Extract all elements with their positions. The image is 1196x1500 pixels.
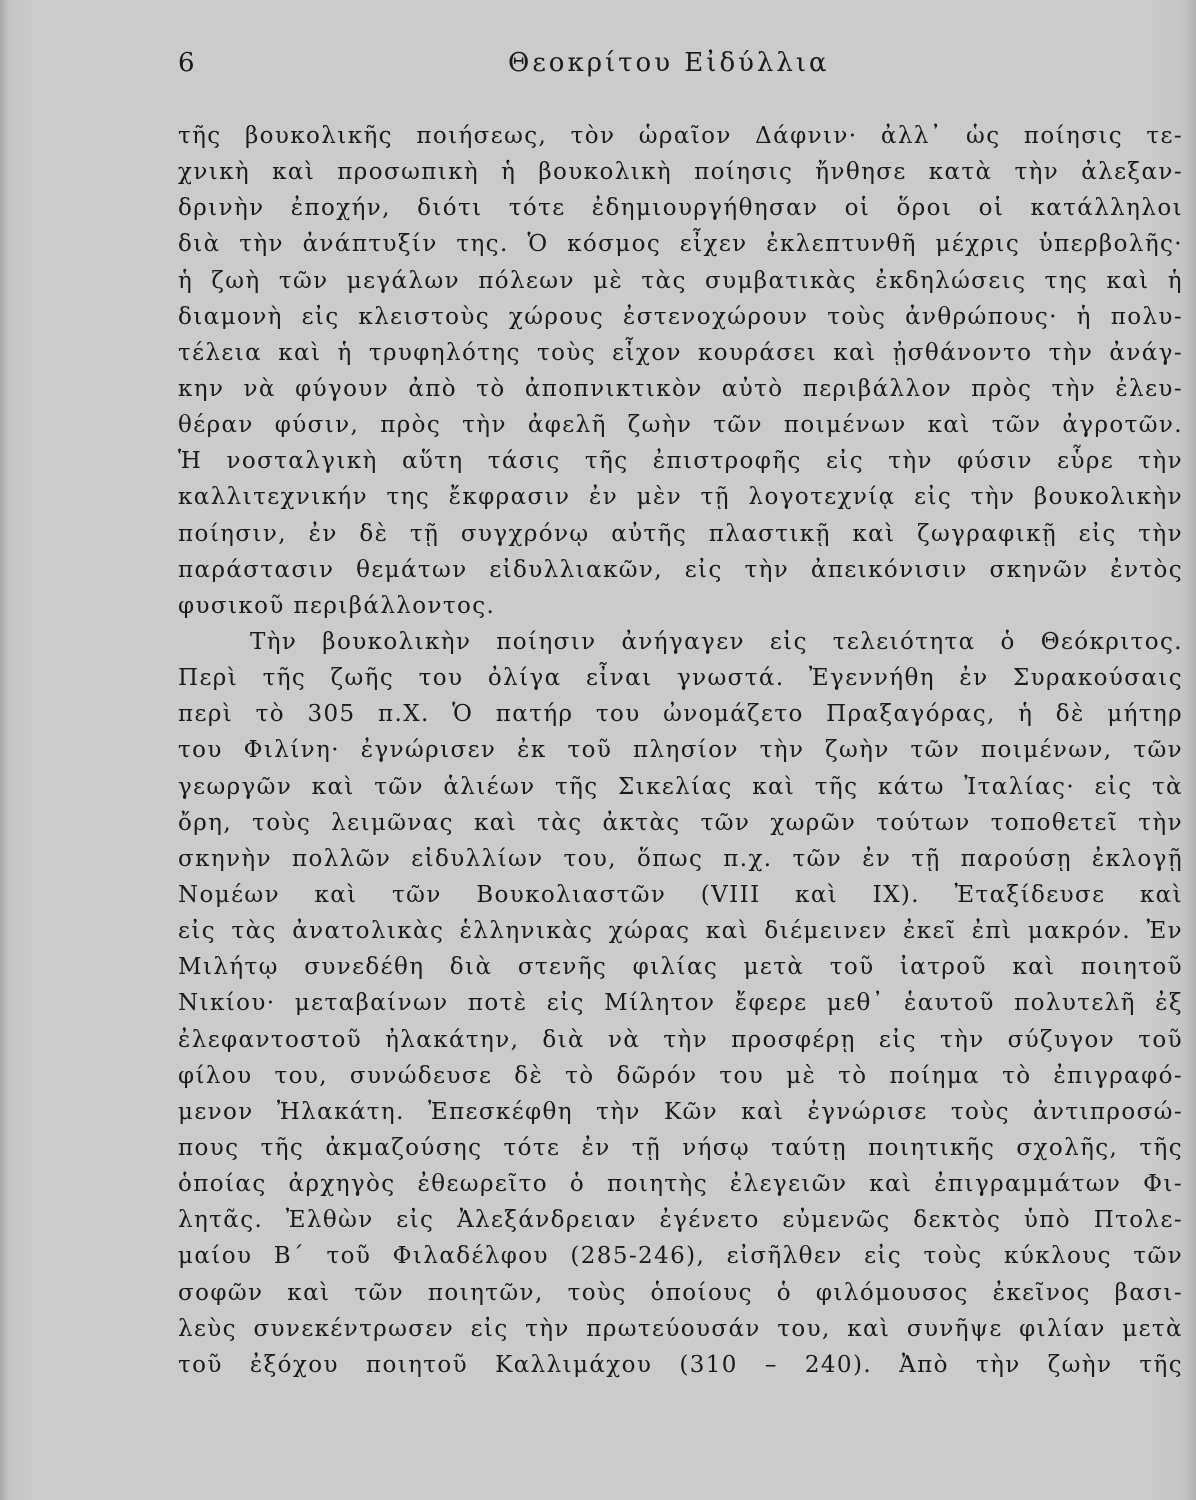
text-line: ποίησιν, ἐν δὲ τῇ συγχρόνῳ αὐτῆς πλαστικῇ καὶ ζωγραφικῇ εἰς τὴν xyxy=(178,520,1183,547)
text-line: παράστασιν θεμάτων εἰδυλλιακῶν, εἰς τὴν ἀπεικόνισιν σκηνῶν ἐντὸς xyxy=(178,556,1183,583)
paragraph-end-line: φυσικοῦ περιβάλλοντος. xyxy=(178,592,496,619)
text-line: καλλιτεχνικήν της ἔκφρασιν ἐν μὲν τῇ λογοτεχνίᾳ εἰς τὴν βουκολικὴν xyxy=(178,484,1183,511)
text-line: τοῦ ἐξόχου ποιητοῦ Καλλιμάχου (310 – 240). Ἀπὸ τὴν ζωὴν τῆς xyxy=(178,1351,1183,1378)
page-number: 6 xyxy=(178,48,196,78)
text-line: γεωργῶν καὶ τῶν ἁλιέων τῆς Σικελίας καὶ τῆς κάτω Ἰταλίας· εἰς τὰ xyxy=(178,773,1183,800)
text-line: ἐλεφαντοστοῦ ἠλακάτην, διὰ νὰ τὴν προσφέρῃ εἰς τὴν σύζυγον τοῦ xyxy=(178,1026,1183,1053)
text-line: Νικίου· μεταβαίνων ποτὲ εἰς Μίλητον ἔφερε μεθ᾿ ἑαυτοῦ πολυτελῆ ἐξ xyxy=(178,990,1183,1017)
text-line: του Φιλίνη· ἐγνώρισεν ἐκ τοῦ πλησίον τὴν ζωὴν τῶν ποιμένων, τῶν xyxy=(178,737,1183,764)
text-line: ὁποίας ἀρχηγὸς ἐθεωρεῖτο ὁ ποιητὴς ἐλεγειῶν καὶ ἐπιγραμμάτων Φι- xyxy=(178,1171,1183,1198)
text-line: πους τῆς ἀκμαζούσης τότε ἐν τῇ νήσῳ ταύτῃ ποιητικῆς σχολῆς, τῆς xyxy=(178,1134,1183,1161)
text-line: χνικὴ καὶ προσωπικὴ ἡ βουκολικὴ ποίησις ἤνθησε κατὰ τὴν ἀλεξαν- xyxy=(178,159,1183,186)
text-line: Περὶ τῆς ζωῆς του ὀλίγα εἶναι γνωστά. Ἐγεννήθη ἐν Συρακούσαις xyxy=(178,665,1183,692)
text-line: εἰς τὰς ἀνατολικὰς ἑλληνικὰς χώρας καὶ διέμεινεν ἐκεῖ ἐπὶ μακρόν. Ἐν xyxy=(178,918,1183,945)
text-line: σοφῶν καὶ τῶν ποιητῶν, τοὺς ὁποίους ὁ φιλόμουσος ἐκεῖνος βασι- xyxy=(178,1279,1183,1306)
text-line: κην νὰ φύγουν ἀπὸ τὸ ἀποπνικτικὸν αὐτὸ περιβάλλον πρὸς τὴν ἐλευ- xyxy=(178,375,1183,402)
body-text xyxy=(178,118,1183,1383)
text-line: διαμονὴ εἰς κλειστοὺς χώρους ἐστενοχώρουν τοὺς ἀνθρώπους· ἡ πολυ- xyxy=(178,303,1183,330)
text-line: περὶ τὸ 305 π.Χ. Ὁ πατήρ του ὠνομάζετο Πραξαγόρας, ἡ δὲ μήτηρ xyxy=(178,701,1183,728)
text-line: λητᾶς. Ἐλθὼν εἰς Ἀλεξάνδρειαν ἐγένετο εὐμενῶς δεκτὸς ὑπὸ Πτολε- xyxy=(178,1207,1183,1234)
text-line: ὄρη, τοὺς λειμῶνας καὶ τὰς ἀκτὰς τῶν χωρῶν τούτων τοποθετεῖ τὴν xyxy=(178,809,1183,836)
page-header xyxy=(178,48,1166,88)
text-line: λεὺς συνεκέντρωσεν εἰς τὴν πρωτεύουσάν του, καὶ συνῆψε φιλίαν μετὰ xyxy=(178,1315,1183,1342)
text-line: ἡ ζωὴ τῶν μεγάλων πόλεων μὲ τὰς συμβατικὰς ἐκδηλώσεις της καὶ ἡ xyxy=(178,267,1183,294)
text-line: σκηνὴν πολλῶν εἰδυλλίων του, ὅπως π.χ. τῶν ἐν τῇ παρούσῃ ἐκλογῇ xyxy=(178,845,1183,872)
text-line: Νομέων καὶ τῶν Βουκολιαστῶν (VIII καὶ IX). Ἐταξίδευσε καὶ xyxy=(178,881,1183,908)
text-line: διὰ τὴν ἀνάπτυξίν της. Ὁ κόσμος εἶχεν ἐκλεπτυνθῆ μέχρις ὑπερβολῆς· xyxy=(178,231,1183,258)
text-line: Μιλήτῳ συνεδέθη διὰ στενῆς φιλίας μετὰ τοῦ ἰατροῦ καὶ ποιητοῦ xyxy=(178,954,1183,981)
text-line: δρινὴν ἐποχήν, διότι τότε ἐδημιουργήθησαν οἱ ὅροι οἱ κατάλληλοι xyxy=(178,195,1183,222)
paragraph-first-line: Τὴν βουκολικὴν ποίησιν ἀνήγαγεν εἰς τελειότητα ὁ Θεόκριτος. xyxy=(250,628,1183,655)
text-line: θέραν φύσιν, πρὸς τὴν ἀφελῆ ζωὴν τῶν ποιμένων καὶ τῶν ἀγροτῶν. xyxy=(178,412,1183,439)
text-line: φίλου του, συνώδευσε δὲ τὸ δῶρόν του μὲ τὸ ποίημα τὸ ἐπιγραφό- xyxy=(178,1062,1183,1089)
running-title: Θεοκρίτου Εἰδύλλια xyxy=(508,48,830,78)
text-line: τῆς βουκολικῆς ποιήσεως, τὸν ὡραῖον Δάφνιν· ἀλλ᾿ ὡς ποίησις τε- xyxy=(178,123,1183,149)
text-line: μαίου Β΄ τοῦ Φιλαδέλφου (285-246), εἰσῆλθεν εἰς τοὺς κύκλους τῶν xyxy=(178,1243,1183,1270)
text-line: τέλεια καὶ ἡ τρυφηλότης τοὺς εἶχον κουράσει καὶ ᾐσθάνοντο τὴν ἀνάγ- xyxy=(178,339,1183,366)
text-line: μενον Ἠλακάτη. Ἐπεσκέφθη τὴν Κῶν καὶ ἐγνώρισε τοὺς ἀντιπροσώ- xyxy=(178,1098,1183,1125)
text-line: Ἡ νοσταλγικὴ αὕτη τάσις τῆς ἐπιστροφῆς εἰς τὴν φύσιν εὗρε τὴν xyxy=(178,448,1183,475)
